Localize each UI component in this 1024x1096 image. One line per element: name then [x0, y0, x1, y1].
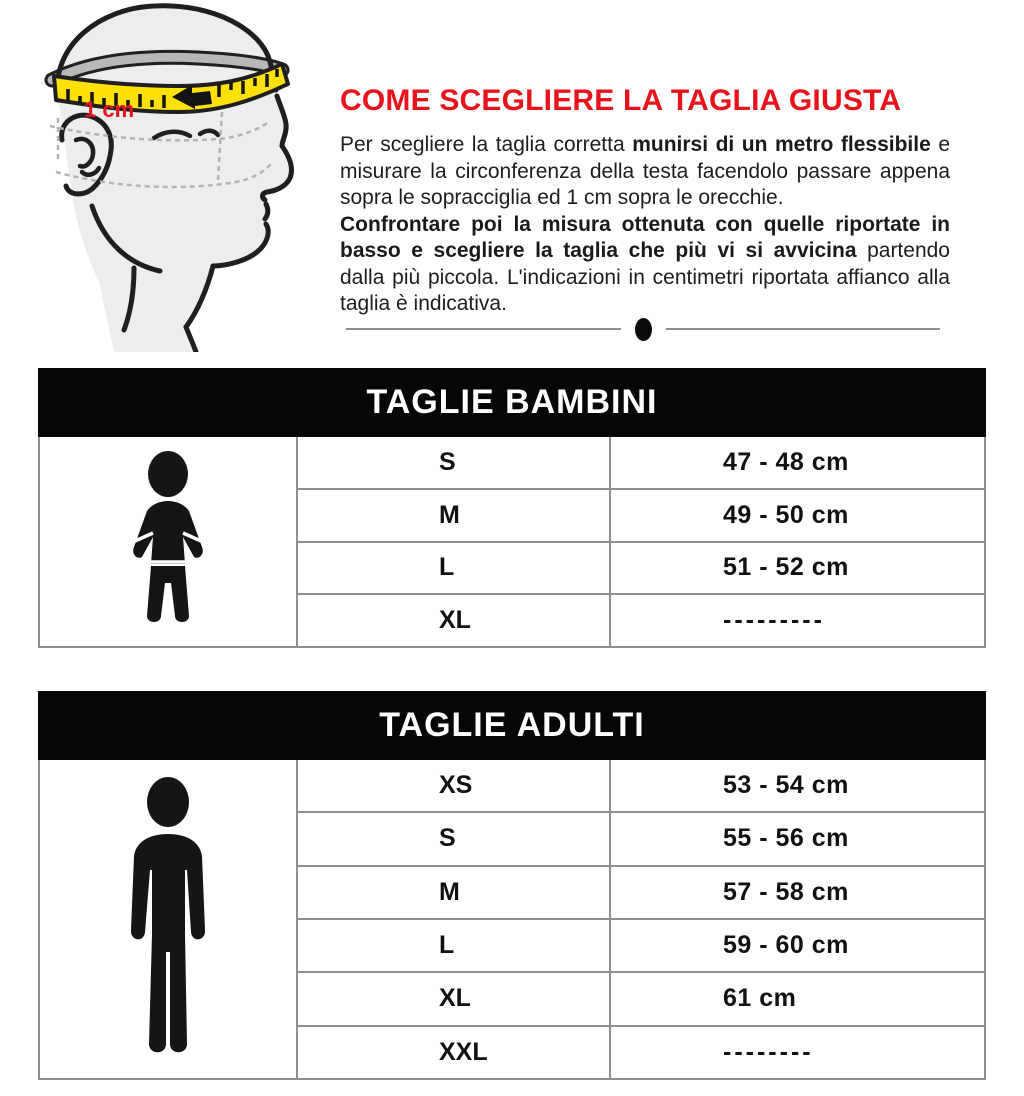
- intro-bold-1: munirsi di un metro flessibile: [632, 133, 931, 156]
- table-row: [298, 813, 984, 866]
- section-divider: [346, 316, 940, 342]
- size-label: XL: [298, 595, 611, 646]
- size-label: L: [298, 920, 611, 971]
- size-value: 61 cm: [723, 984, 797, 1013]
- adult-table-header: TAGLIE ADULTI: [38, 691, 986, 760]
- table-row: [298, 867, 984, 920]
- table-row: [298, 1027, 984, 1078]
- table-row: [298, 490, 984, 543]
- size-label: S: [298, 437, 611, 488]
- size-label: L: [298, 543, 611, 594]
- one-cm-label: 1 cm: [84, 97, 135, 122]
- child-silhouette-icon: [40, 437, 298, 646]
- adult-silhouette-icon: [40, 760, 298, 1078]
- head-measurement-illustration: [14, 0, 334, 352]
- table-row: [298, 437, 984, 490]
- intro-text-2: e misurare la circonferenza della testa facendolo passare appena sopra le sopracciglia ed 1 cm sopra le orecchie.: [340, 133, 951, 209]
- table-row: [298, 595, 984, 646]
- intro-text-1: Per scegliere la taglia corretta: [340, 133, 633, 156]
- size-label: S: [298, 813, 611, 864]
- children-table-body: [38, 437, 986, 648]
- size-value: --------: [723, 1037, 814, 1066]
- size-label: M: [298, 490, 611, 541]
- table-row: [298, 920, 984, 973]
- size-value: 53 - 54 cm: [723, 771, 849, 800]
- children-size-table: [38, 368, 986, 648]
- adult-table-body: [38, 760, 986, 1080]
- measured-head-icon: [14, 0, 334, 352]
- children-table-header: TAGLIE BAMBINI: [38, 368, 986, 437]
- size-value: 59 - 60 cm: [723, 931, 849, 960]
- size-label: XXL: [298, 1027, 611, 1078]
- children-rows: [298, 437, 984, 646]
- divider-dot-icon: [635, 318, 652, 341]
- intro-text-3: partendo dalla più piccola. L'indicazioni in centimetri riportata affianco alla taglia è indicativa.: [340, 239, 950, 315]
- intro-bold-2: Confrontare poi la misura ottenuta con quelle riportate in basso e scegliere la taglia che più vi si avvicina: [340, 212, 950, 262]
- divider-line-left: [346, 328, 621, 330]
- size-value: 51 - 52 cm: [723, 553, 849, 582]
- size-value: 55 - 56 cm: [723, 824, 849, 853]
- size-value: 49 - 50 cm: [723, 500, 849, 529]
- page-title: COME SCEGLIERE LA TAGLIA GIUSTA: [340, 84, 902, 117]
- intro-paragraph: [340, 132, 950, 318]
- table-row: [298, 760, 984, 813]
- divider-line-right: [666, 328, 941, 330]
- size-label: XL: [298, 973, 611, 1024]
- table-row: [298, 973, 984, 1026]
- size-label: M: [298, 867, 611, 918]
- size-label: XS: [298, 760, 611, 811]
- table-row: [298, 543, 984, 596]
- adult-rows: [298, 760, 984, 1078]
- size-value: ---------: [723, 606, 825, 635]
- adult-size-table: [38, 691, 986, 1080]
- size-value: 57 - 58 cm: [723, 877, 849, 906]
- size-value: 47 - 48 cm: [723, 447, 849, 476]
- intro-section: [340, 84, 950, 318]
